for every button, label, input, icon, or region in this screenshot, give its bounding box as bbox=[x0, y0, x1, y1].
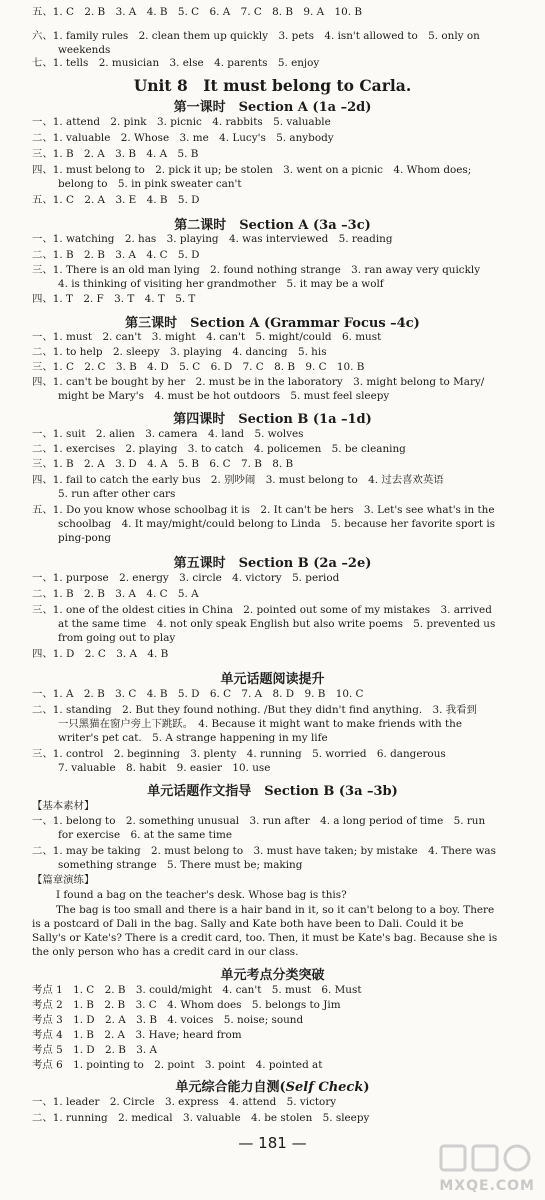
answer-line: 考点 6 1. pointing to 2. point 3. point 4. pointed at bbox=[32, 1059, 323, 1071]
answer-line: 考点 2 1. B 2. B 3. C 4. Whom does 5. belongs to Jim bbox=[32, 999, 341, 1011]
answer-line: 二、1. exercises 2. playing 3. to catch 4. policemen 5. be cleaning bbox=[32, 443, 406, 455]
answer-line: 二、1. may be taking 2. must belong to 3. must have taken; by mistake 4. There was bbox=[32, 845, 496, 857]
sub-label: 【基本素材】 bbox=[32, 800, 95, 812]
answer-line: 一、1. attend 2. pink 3. picnic 4. rabbits 5. valuable bbox=[32, 116, 331, 128]
section-heading: 单元综合能力自测(Self Check) bbox=[175, 1080, 370, 1095]
essay-line: The bag is too small and there is a hair band in it, so it can't belong to a boy. There bbox=[56, 904, 495, 916]
answer-line: schoolbag 4. It may/might/could belong to Linda 5. because her favorite sport is bbox=[58, 518, 495, 530]
answer-line: 一只黑猫在窗户旁上下跳跃。 4. Because it might want to make friends with the bbox=[58, 718, 463, 730]
answer-line: 考点 4 1. B 2. A 3. Have; heard from bbox=[32, 1029, 242, 1041]
answer-line: for exercise 6. at the same time bbox=[58, 829, 233, 841]
section-heading: 单元话题阅读提升 bbox=[220, 672, 325, 687]
answer-line: 一、1. belong to 2. something unusual 3. run after 4. a long period of time 5. run bbox=[32, 815, 486, 827]
answer-line: 一、1. watching 2. has 3. playing 4. was interviewed 5. reading bbox=[32, 233, 393, 245]
section-heading: 第一课时 Section A (1a –2d) bbox=[173, 100, 372, 115]
answer-line: 5. run after other cars bbox=[58, 488, 176, 500]
answer-line: 五、1. Do you know whose schoolbag it is 2. It can't be hers 3. Let's see what's in the bbox=[32, 504, 495, 516]
answer-line: might be Mary's 4. must be hot outdoors 5. must feel sleepy bbox=[58, 390, 390, 402]
section-heading: 单元话题作文指导 Section B (3a –3b) bbox=[147, 784, 398, 799]
section-heading: 第四课时 Section B (1a –1d) bbox=[173, 412, 372, 427]
answer-line: ping-pong bbox=[58, 532, 112, 544]
answer-line: 一、1. must 2. can't 3. might 4. can't 5. might/could 6. must bbox=[32, 331, 382, 343]
answer-line: 一、1. leader 2. Circle 3. express 4. attend 5. victory bbox=[32, 1096, 337, 1108]
answer-line: 二、1. valuable 2. Whose 3. me 4. Lucy's 5. anybody bbox=[32, 132, 334, 144]
answer-line: writer's pet cat. 5. A strange happening in my life bbox=[58, 732, 328, 744]
answer-line: 二、1. running 2. medical 3. valuable 4. be stolen 5. sleepy bbox=[32, 1112, 370, 1124]
answer-line: weekends bbox=[58, 44, 111, 56]
section-heading: 第三课时 Section A (Grammar Focus –4c) bbox=[125, 316, 420, 331]
answer-line: 四、1. fail to catch the early bus 2. 别吵闹 3. must belong to 4. 过去喜欢英语 bbox=[32, 474, 444, 486]
answer-line: 五、1. C 2. A 3. E 4. B 5. D bbox=[32, 194, 200, 206]
answer-line: 三、1. C 2. C 3. B 4. D 5. C 6. D 7. C 8. B 9. C 10. B bbox=[32, 361, 365, 373]
answer-line: 二、1. B 2. B 3. A 4. C 5. D bbox=[32, 249, 200, 261]
answer-line: 四、1. T 2. F 3. T 4. T 5. T bbox=[32, 293, 196, 305]
answer-line: 三、1. control 2. beginning 3. plenty 4. running 5. worried 6. dangerous bbox=[32, 748, 446, 760]
answer-line: 一、1. purpose 2. energy 3. circle 4. victory 5. period bbox=[32, 572, 340, 584]
answer-line: belong to 5. in pink sweater can't bbox=[58, 178, 242, 190]
answer-line: 七、1. tells 2. musician 3. else 4. parents 5. enjoy bbox=[32, 57, 320, 69]
answer-line: 一、1. suit 2. alien 3. camera 4. land 5. wolves bbox=[32, 428, 304, 440]
answer-line: 三、1. There is an old man lying 2. found nothing strange 3. ran away very quickly bbox=[32, 264, 481, 276]
answer-line: something strange 5. There must be; making bbox=[58, 859, 303, 871]
answer-line: 考点 5 1. D 2. B 3. A bbox=[32, 1044, 157, 1056]
answer-line: from going out to play bbox=[58, 632, 176, 644]
answer-line: 四、1. must belong to 2. pick it up; be stolen 3. went on a picnic 4. Whom does; bbox=[32, 164, 472, 176]
section-heading: 单元考点分类突破 bbox=[220, 968, 325, 983]
section-heading: 第五课时 Section B (2a –2e) bbox=[173, 556, 372, 571]
essay-line: I found a bag on the teacher's desk. Whose bag is this? bbox=[56, 889, 347, 901]
section-heading: 第二课时 Section A (3a –3c) bbox=[174, 218, 371, 233]
answer-line: 二、1. to help 2. sleepy 3. playing 4. dancing 5. his bbox=[32, 346, 327, 358]
answer-line: 六、1. family rules 2. clean them up quickly 3. pets 4. isn't allowed to 5. only on bbox=[32, 30, 480, 42]
answer-line: 三、1. one of the oldest cities in China 2. pointed out some of my mistakes 3. arrived bbox=[32, 604, 492, 616]
answer-line: 一、1. A 2. B 3. C 4. B 5. D 6. C 7. A 8. D 9. B 10. C bbox=[32, 688, 364, 700]
answer-line: 7. valuable 8. habit 9. easier 10. use bbox=[58, 762, 271, 774]
essay-line: is a postcard of Dali in the bag. Sally and Kate both have been to Dali. Could it be bbox=[32, 918, 464, 930]
answer-line: at the same time 4. not only speak English but also write poems 5. prevented us bbox=[58, 618, 496, 630]
essay-line: Sally's or Kate's? There is a credit card, too. Then, it must be Kate's bag. Because she is bbox=[32, 932, 498, 944]
watermark-text: MXQE.COM bbox=[439, 1178, 535, 1194]
answer-line: 五、1. C 2. B 3. A 4. B 5. C 6. A 7. C 8. B 9. A 10. B bbox=[32, 6, 362, 18]
answer-line: 4. is thinking of visiting her grandmother 5. it may be a wolf bbox=[58, 278, 384, 290]
answer-line: 二、1. standing 2. But they found nothing. /But they didn't find anything. 3. 我看到 bbox=[32, 704, 477, 716]
answer-line: 考点 1 1. C 2. B 3. could/might 4. can't 5. must 6. Must bbox=[32, 984, 362, 996]
page-number: — 181 — bbox=[238, 1134, 307, 1152]
answer-line: 四、1. can't be bought by her 2. must be in the laboratory 3. might belong to Mary/ bbox=[32, 376, 485, 388]
answer-line: 三、1. B 2. A 3. B 4. A 5. B bbox=[32, 148, 199, 160]
answer-line: 考点 3 1. D 2. A 3. B 4. voices 5. noise; sound bbox=[32, 1014, 304, 1026]
answer-line: 四、1. D 2. C 3. A 4. B bbox=[32, 648, 169, 660]
answer-line: 三、1. B 2. A 3. D 4. A 5. B 6. C 7. B 8. B bbox=[32, 458, 294, 470]
essay-line: the only person who has a credit card in our class. bbox=[32, 946, 299, 958]
unit-title: Unit 8 It must belong to Carla. bbox=[133, 76, 412, 95]
answer-line: 二、1. B 2. B 3. A 4. C 5. A bbox=[32, 588, 199, 600]
sub-label: 【篇章演练】 bbox=[32, 874, 95, 886]
